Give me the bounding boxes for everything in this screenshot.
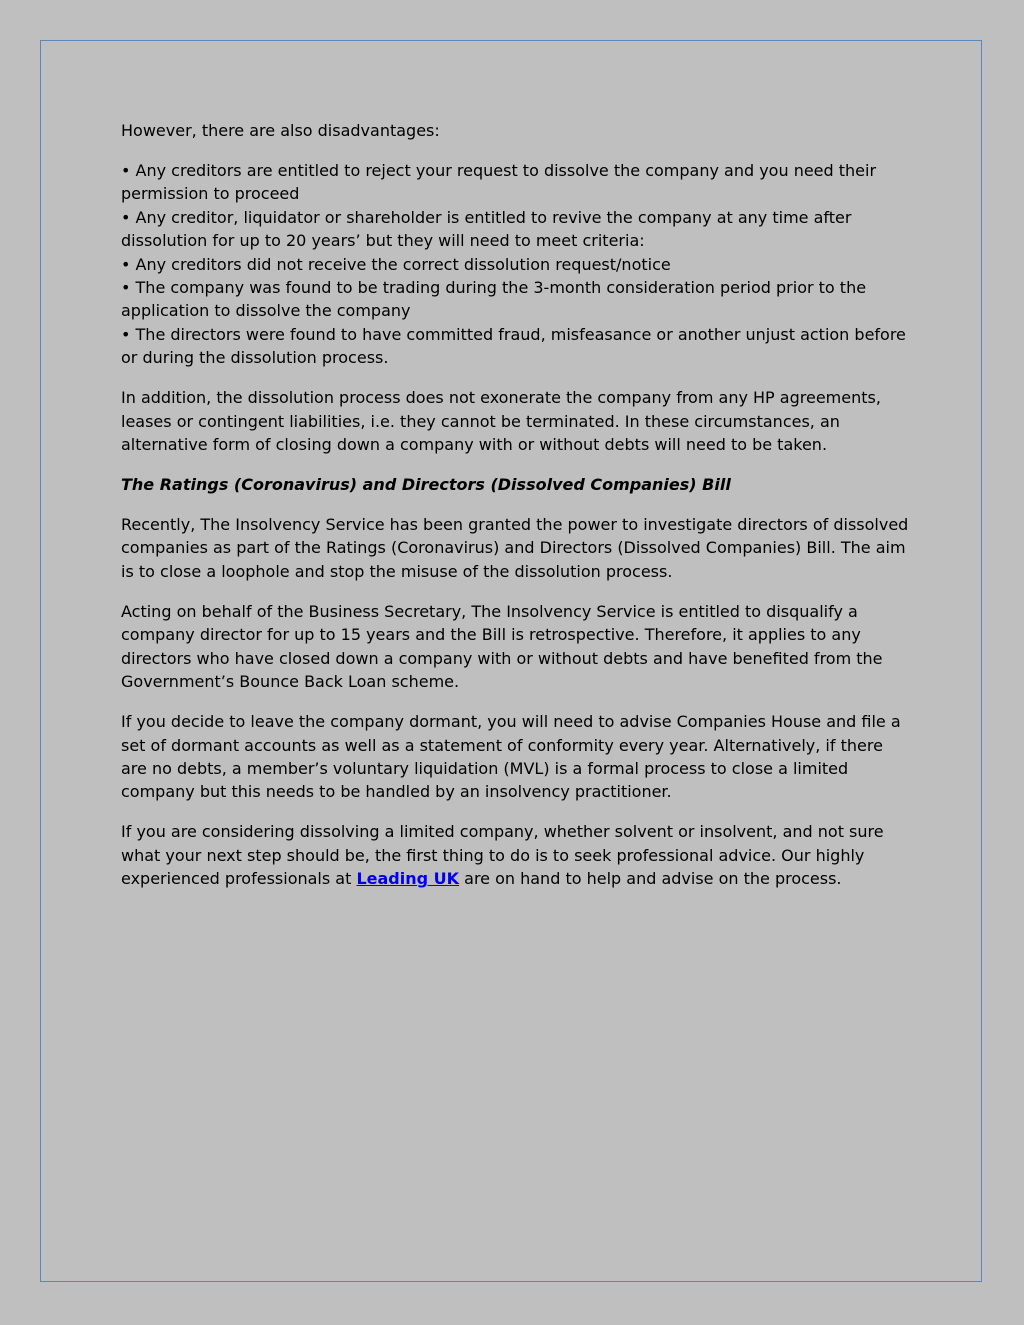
recently-paragraph: Recently, The Insolvency Service has been granted the power to investigate directors of dissolved companies as part of the Ratings (Coronavirus) and Directors (Dissolved Companies) Bill. The aim is to close a loophole and stop the misuse of the dissolution process. bbox=[121, 515, 909, 581]
final-text-after: are on hand to help and advise on the process. bbox=[459, 869, 842, 889]
bullet-item-3: • Any creditors did not receive the correct dissolution request/notice bbox=[121, 254, 671, 274]
dormant-paragraph: If you decide to leave the company dormant, you will need to advise Companies House and file a set of dormant accounts as well as a statement of conformity every year. Alternatively, if there are no debts, a member’s voluntary liquidation (MVL) is a formal process to close a limited company but this needs to be handled by an insolvency practitioner. bbox=[121, 712, 901, 802]
final-paragraph bbox=[121, 820, 911, 890]
section-heading: The Ratings (Coronavirus) and Directors (Dissolved Companies) Bill bbox=[121, 475, 731, 495]
bullet-item-5: • The directors were found to have committed fraud, misfeasance or another unjust action before or during the dissolution process. bbox=[121, 324, 906, 368]
leading-uk-link[interactable]: Leading UK bbox=[356, 869, 460, 889]
intro-paragraph: However, there are also disadvantages: bbox=[121, 121, 440, 140]
bullet-item-1: • Any creditors are entitled to reject your request to dissolve the company and you need their permission to proceed bbox=[121, 161, 877, 204]
document-body bbox=[121, 119, 911, 907]
bullet-list bbox=[121, 159, 911, 370]
bullet-item-2: • Any creditor, liquidator or shareholder is entitled to revive the company at any time after dissolution for up to 20 years’ but they will need to meet criteria: bbox=[121, 207, 852, 251]
acting-paragraph: Acting on behalf of the Business Secretary, The Insolvency Service is entitled to disqualify a company director for up to 15 years and the Bill is retrospective. Therefore, it applies to any directors who have closed down a company with or without debts and have benefited from the Government’s Bounce Back Loan scheme. bbox=[121, 601, 883, 692]
addition-paragraph: In addition, the dissolution process does not exonerate the company from any HP agreements, leases or contingent liabilities, i.e. they cannot be terminated. In these circumstances, an alternative form of closing down a company with or without debts will need to be taken. bbox=[121, 388, 881, 455]
final-text-before: If you are considering dissolving a limited company, whether solvent or insolvent, and not sure what your next step should be, the first thing to do is to seek professional advice. Our highly experienced professionals at bbox=[121, 822, 884, 889]
bullet-item-4: • The company was found to be trading during the 3-month consideration period prior to the application to dissolve the company bbox=[121, 278, 867, 321]
